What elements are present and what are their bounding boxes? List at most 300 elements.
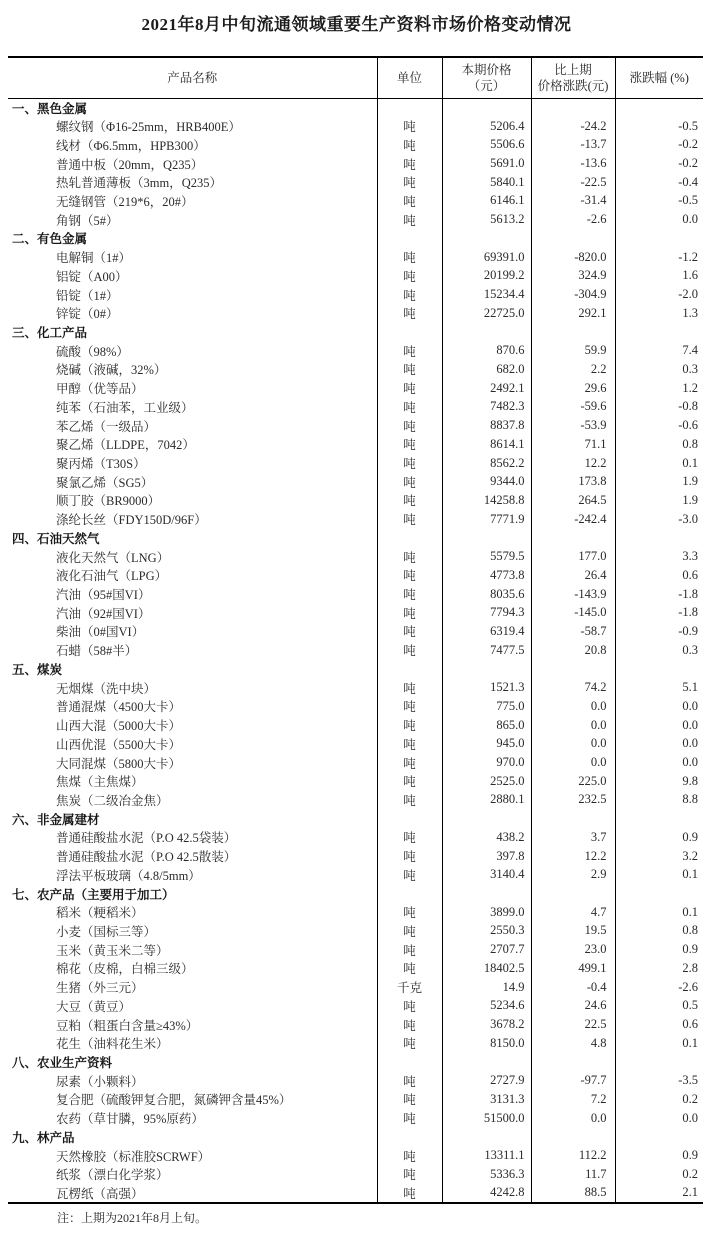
- table-row: [8, 1090, 703, 1109]
- pct-cell: 2.1: [615, 1184, 703, 1203]
- change-cell: -97.7: [531, 1071, 615, 1090]
- product-name-cell: 复合肥（硫酸钾复合肥，氮磷钾含量45%）: [56, 1093, 292, 1108]
- table-row: [8, 266, 703, 285]
- unit-cell: 吨: [377, 341, 442, 360]
- price-cell: 4242.8: [442, 1184, 531, 1203]
- table-row: [8, 285, 703, 304]
- unit-cell: 吨: [377, 753, 442, 772]
- product-name-cell: 铝锭（A00）: [56, 269, 128, 284]
- unit-cell: 吨: [377, 678, 442, 697]
- product-name-cell: 山西优混（5500大卡）: [56, 737, 182, 752]
- unit-cell: 吨: [377, 716, 442, 735]
- change-cell: 112.2: [531, 1146, 615, 1165]
- table-row: [8, 772, 703, 791]
- pct-cell: 0.1: [615, 454, 703, 473]
- price-cell: 3899.0: [442, 903, 531, 922]
- table-row: [8, 847, 703, 866]
- pct-cell: 0.8: [615, 435, 703, 454]
- price-cell: 2880.1: [442, 791, 531, 810]
- price-cell: 3131.3: [442, 1090, 531, 1109]
- table-row: [8, 622, 703, 641]
- price-cell: 865.0: [442, 716, 531, 735]
- unit-cell: 吨: [377, 865, 442, 884]
- unit-cell: 吨: [377, 135, 442, 154]
- price-cell: 3140.4: [442, 865, 531, 884]
- empty-cell: [531, 229, 615, 248]
- unit-cell: 吨: [377, 828, 442, 847]
- table-row: [8, 154, 703, 173]
- product-name-cell: 天然橡胶（标准胶SCRWF）: [56, 1149, 211, 1164]
- product-name-cell: 无缝钢管（219*6，20#）: [56, 194, 194, 209]
- empty-cell: [377, 323, 442, 342]
- pct-cell: 3.3: [615, 547, 703, 566]
- price-cell: 2525.0: [442, 772, 531, 791]
- empty-cell: [377, 229, 442, 248]
- empty-cell: [377, 529, 442, 548]
- pct-cell: 0.2: [615, 1165, 703, 1184]
- product-name-cell: 聚丙烯（T30S）: [56, 457, 146, 472]
- table-row: [8, 491, 703, 510]
- product-name-cell: 液化天然气（LNG）: [56, 550, 170, 565]
- product-name-cell: 纯苯（石油苯，工业级）: [56, 400, 194, 415]
- product-name-cell: 普通中板（20mm，Q235）: [56, 157, 204, 172]
- table-row: [8, 959, 703, 978]
- table-row: [8, 1146, 703, 1165]
- pct-cell: -1.2: [615, 248, 703, 267]
- change-cell: 173.8: [531, 472, 615, 491]
- unit-cell: 吨: [377, 454, 442, 473]
- change-cell: 12.2: [531, 454, 615, 473]
- pct-cell: 0.8: [615, 922, 703, 941]
- table-row: [8, 603, 703, 622]
- pct-cell: -0.9: [615, 622, 703, 641]
- empty-cell: [442, 229, 531, 248]
- change-cell: 2.2: [531, 360, 615, 379]
- section-row: [8, 1053, 703, 1072]
- change-cell: -13.6: [531, 154, 615, 173]
- product-name-cell: 聚乙烯（LLDPE，7042）: [56, 438, 195, 453]
- section-title: 九、林产品: [12, 1130, 75, 1145]
- table-row: [8, 1109, 703, 1128]
- price-cell: 22725.0: [442, 304, 531, 323]
- unit-cell: 吨: [377, 1109, 442, 1128]
- pct-cell: -0.8: [615, 398, 703, 417]
- change-cell: -59.6: [531, 398, 615, 417]
- pct-cell: -0.5: [615, 117, 703, 136]
- table-row: [8, 940, 703, 959]
- price-cell: 7477.5: [442, 641, 531, 660]
- unit-cell: 吨: [377, 697, 442, 716]
- change-cell: -145.0: [531, 603, 615, 622]
- price-cell: 14258.8: [442, 491, 531, 510]
- price-cell: 8837.8: [442, 416, 531, 435]
- unit-cell: 吨: [377, 734, 442, 753]
- header-unit: 单位: [377, 57, 442, 98]
- unit-cell: 千克: [377, 978, 442, 997]
- empty-cell: [615, 529, 703, 548]
- product-name-cell: 涤纶长丝（FDY150D/96F）: [56, 513, 207, 528]
- product-name-cell: 甲醇（优等品）: [56, 382, 144, 397]
- change-cell: -242.4: [531, 510, 615, 529]
- empty-cell: [442, 884, 531, 903]
- empty-cell: [442, 1053, 531, 1072]
- change-cell: 23.0: [531, 940, 615, 959]
- table-row: [8, 1015, 703, 1034]
- empty-cell: [377, 809, 442, 828]
- product-name-cell: 苯乙烯（一级品）: [56, 419, 157, 434]
- price-cell: 5506.6: [442, 135, 531, 154]
- header-price: [442, 57, 531, 98]
- price-cell: 9344.0: [442, 472, 531, 491]
- change-cell: 7.2: [531, 1090, 615, 1109]
- price-cell: 2550.3: [442, 922, 531, 941]
- change-cell: 499.1: [531, 959, 615, 978]
- change-cell: 24.6: [531, 997, 615, 1016]
- price-cell: 5691.0: [442, 154, 531, 173]
- section-row: [8, 660, 703, 679]
- price-cell: 6319.4: [442, 622, 531, 641]
- change-cell: -0.4: [531, 978, 615, 997]
- product-name-cell: 尿素（小颗料）: [56, 1074, 144, 1089]
- pct-cell: 0.0: [615, 697, 703, 716]
- change-cell: 0.0: [531, 753, 615, 772]
- change-cell: 59.9: [531, 341, 615, 360]
- price-cell: 438.2: [442, 828, 531, 847]
- change-cell: 12.2: [531, 847, 615, 866]
- product-name-cell: 豆粕（粗蛋白含量≥43%）: [56, 1018, 199, 1033]
- pct-cell: 0.9: [615, 1146, 703, 1165]
- price-cell: 4773.8: [442, 566, 531, 585]
- empty-cell: [615, 1128, 703, 1147]
- page-title: 2021年8月中旬流通领域重要生产资料市场价格变动情况: [141, 15, 572, 34]
- table-row: [8, 697, 703, 716]
- change-cell: -22.5: [531, 173, 615, 192]
- pct-cell: 1.9: [615, 472, 703, 491]
- product-name-cell: 角钢（5#）: [56, 213, 119, 228]
- unit-cell: 吨: [377, 791, 442, 810]
- empty-cell: [615, 229, 703, 248]
- section-row: [8, 323, 703, 342]
- table-row: [8, 173, 703, 192]
- empty-cell: [531, 1128, 615, 1147]
- product-name-cell: 小麦（国标三等）: [56, 924, 157, 939]
- empty-cell: [442, 660, 531, 679]
- header-price-line2: （元）: [467, 78, 506, 93]
- table-row: [8, 398, 703, 417]
- table-row: [8, 472, 703, 491]
- change-cell: 225.0: [531, 772, 615, 791]
- unit-cell: 吨: [377, 566, 442, 585]
- table-row: [8, 997, 703, 1016]
- empty-cell: [531, 660, 615, 679]
- product-name-cell: 生猪（外三元）: [56, 981, 144, 996]
- unit-cell: 吨: [377, 547, 442, 566]
- pct-cell: 0.0: [615, 753, 703, 772]
- pct-cell: 0.0: [615, 734, 703, 753]
- product-name-cell: 纸浆（漂白化学浆）: [56, 1168, 169, 1183]
- empty-cell: [615, 660, 703, 679]
- pct-cell: -0.6: [615, 416, 703, 435]
- product-name-cell: 山西大混（5000大卡）: [56, 719, 182, 734]
- price-cell: 2492.1: [442, 379, 531, 398]
- change-cell: 11.7: [531, 1165, 615, 1184]
- pct-cell: -2.0: [615, 285, 703, 304]
- section-title: 六、非金属建材: [12, 812, 100, 827]
- price-cell: 14.9: [442, 978, 531, 997]
- change-cell: -53.9: [531, 416, 615, 435]
- pct-cell: 0.3: [615, 641, 703, 660]
- unit-cell: 吨: [377, 641, 442, 660]
- table-row: [8, 547, 703, 566]
- pct-cell: 1.6: [615, 266, 703, 285]
- unit-cell: 吨: [377, 997, 442, 1016]
- table-row: [8, 566, 703, 585]
- product-name-cell: 汽油（92#国VI）: [56, 606, 151, 621]
- change-cell: 324.9: [531, 266, 615, 285]
- header-change-line1: 比上期: [554, 62, 592, 77]
- section-row: [8, 529, 703, 548]
- pct-cell: 5.1: [615, 678, 703, 697]
- unit-cell: 吨: [377, 847, 442, 866]
- table-row: [8, 716, 703, 735]
- table-row: [8, 192, 703, 211]
- pct-cell: 0.6: [615, 1015, 703, 1034]
- price-cell: 775.0: [442, 697, 531, 716]
- table-row: [8, 117, 703, 136]
- section-row: [8, 98, 703, 117]
- unit-cell: 吨: [377, 210, 442, 229]
- pct-cell: 2.8: [615, 959, 703, 978]
- table-row: [8, 416, 703, 435]
- price-cell: 13311.1: [442, 1146, 531, 1165]
- price-cell: 2707.7: [442, 940, 531, 959]
- table-row: [8, 135, 703, 154]
- pct-cell: 0.2: [615, 1090, 703, 1109]
- product-name-cell: 焦炭（二级冶金焦）: [56, 793, 169, 808]
- unit-cell: 吨: [377, 585, 442, 604]
- table-row: [8, 510, 703, 529]
- product-name-cell: 棉花（皮棉，白棉三级）: [56, 962, 194, 977]
- section-row: [8, 809, 703, 828]
- table-row: [8, 903, 703, 922]
- unit-cell: 吨: [377, 922, 442, 941]
- pct-cell: -0.2: [615, 154, 703, 173]
- section-title: 七、农产品（主要用于加工）: [12, 887, 175, 902]
- unit-cell: 吨: [377, 304, 442, 323]
- change-cell: 177.0: [531, 547, 615, 566]
- pct-cell: 0.0: [615, 716, 703, 735]
- header-price-line1: 本期价格: [461, 62, 512, 77]
- empty-cell: [377, 1128, 442, 1147]
- unit-cell: 吨: [377, 1165, 442, 1184]
- unit-cell: 吨: [377, 603, 442, 622]
- unit-cell: 吨: [377, 398, 442, 417]
- product-name-cell: 农药（草甘膦，95%原药）: [56, 1112, 204, 1127]
- pct-cell: 8.8: [615, 791, 703, 810]
- table-row: [8, 304, 703, 323]
- section-title: 一、黑色金属: [12, 101, 88, 116]
- table-row: [8, 1184, 703, 1203]
- unit-cell: 吨: [377, 622, 442, 641]
- table-row: [8, 791, 703, 810]
- change-cell: 19.5: [531, 922, 615, 941]
- section-title: 五、煤炭: [12, 662, 63, 677]
- pct-cell: 0.1: [615, 903, 703, 922]
- empty-cell: [615, 884, 703, 903]
- unit-cell: 吨: [377, 117, 442, 136]
- table-row: [8, 360, 703, 379]
- table-row: [8, 678, 703, 697]
- pct-cell: 9.8: [615, 772, 703, 791]
- change-cell: 71.1: [531, 435, 615, 454]
- table-row: [8, 734, 703, 753]
- change-cell: 4.7: [531, 903, 615, 922]
- change-cell: 0.0: [531, 734, 615, 753]
- change-cell: -13.7: [531, 135, 615, 154]
- product-name-cell: 硫酸（98%）: [56, 344, 129, 359]
- change-cell: 4.8: [531, 1034, 615, 1053]
- empty-cell: [377, 660, 442, 679]
- empty-cell: [615, 323, 703, 342]
- unit-cell: 吨: [377, 472, 442, 491]
- price-cell: 870.6: [442, 341, 531, 360]
- change-cell: -31.4: [531, 192, 615, 211]
- change-cell: -820.0: [531, 248, 615, 267]
- pct-cell: 0.5: [615, 997, 703, 1016]
- table-row: [8, 1034, 703, 1053]
- change-cell: -58.7: [531, 622, 615, 641]
- price-table: [8, 56, 703, 1204]
- unit-cell: 吨: [377, 1015, 442, 1034]
- empty-cell: [442, 809, 531, 828]
- table-row: [8, 454, 703, 473]
- price-cell: 970.0: [442, 753, 531, 772]
- unit-cell: 吨: [377, 266, 442, 285]
- empty-cell: [377, 98, 442, 117]
- pct-cell: 0.9: [615, 828, 703, 847]
- product-name-cell: 聚氯乙烯（SG5）: [56, 475, 154, 490]
- product-name-cell: 电解铜（1#）: [56, 251, 132, 266]
- empty-cell: [615, 1053, 703, 1072]
- table-header: [8, 57, 703, 98]
- change-cell: 22.5: [531, 1015, 615, 1034]
- unit-cell: 吨: [377, 1184, 442, 1203]
- unit-cell: 吨: [377, 772, 442, 791]
- price-cell: 397.8: [442, 847, 531, 866]
- empty-cell: [531, 884, 615, 903]
- section-title: 三、化工产品: [12, 325, 88, 340]
- header-product: 产品名称: [8, 57, 377, 98]
- table-row: [8, 828, 703, 847]
- table-row: [8, 641, 703, 660]
- product-name-cell: 热轧普通薄板（3mm，Q235）: [56, 176, 222, 191]
- empty-cell: [531, 809, 615, 828]
- pct-cell: 0.0: [615, 1109, 703, 1128]
- unit-cell: 吨: [377, 510, 442, 529]
- change-cell: -143.9: [531, 585, 615, 604]
- product-name-cell: 液化石油气（LPG）: [56, 569, 168, 584]
- section-row: [8, 1128, 703, 1147]
- unit-cell: 吨: [377, 285, 442, 304]
- change-cell: -304.9: [531, 285, 615, 304]
- price-cell: 15234.4: [442, 285, 531, 304]
- header-pct: 涨跌幅 (%): [615, 57, 703, 98]
- unit-cell: 吨: [377, 1034, 442, 1053]
- table-row: [8, 865, 703, 884]
- product-name-cell: 焦煤（主焦煤）: [56, 775, 144, 790]
- change-cell: 0.0: [531, 716, 615, 735]
- pct-cell: 0.0: [615, 210, 703, 229]
- price-cell: 682.0: [442, 360, 531, 379]
- change-cell: 292.1: [531, 304, 615, 323]
- table-row: [8, 1165, 703, 1184]
- unit-cell: 吨: [377, 491, 442, 510]
- pct-cell: -1.8: [615, 603, 703, 622]
- price-cell: 5206.4: [442, 117, 531, 136]
- section-title: 二、有色金属: [12, 232, 88, 247]
- price-cell: 7482.3: [442, 398, 531, 417]
- pct-cell: 1.2: [615, 379, 703, 398]
- unit-cell: 吨: [377, 360, 442, 379]
- price-cell: 5840.1: [442, 173, 531, 192]
- table-row: [8, 1071, 703, 1090]
- pct-cell: -1.8: [615, 585, 703, 604]
- pct-cell: 0.6: [615, 566, 703, 585]
- product-name-cell: 石蜡（58#半）: [56, 644, 138, 659]
- section-title: 八、农业生产资料: [12, 1056, 113, 1071]
- product-name-cell: 螺纹钢（Φ16-25mm，HRB400E）: [56, 120, 241, 135]
- price-cell: 5613.2: [442, 210, 531, 229]
- unit-cell: 吨: [377, 192, 442, 211]
- section-title: 四、石油天然气: [12, 531, 100, 546]
- price-cell: 7794.3: [442, 603, 531, 622]
- pct-cell: 1.3: [615, 304, 703, 323]
- empty-cell: [442, 529, 531, 548]
- unit-cell: 吨: [377, 1071, 442, 1090]
- product-name-cell: 无烟煤（洗中块）: [56, 681, 157, 696]
- product-name-cell: 普通硅酸盐水泥（P.O 42.5散装）: [56, 850, 237, 865]
- empty-cell: [531, 1053, 615, 1072]
- table-row: [8, 435, 703, 454]
- table-row: [8, 379, 703, 398]
- pct-cell: 0.1: [615, 865, 703, 884]
- unit-cell: 吨: [377, 903, 442, 922]
- table-row: [8, 585, 703, 604]
- pct-cell: -2.6: [615, 978, 703, 997]
- product-name-cell: 汽油（95#国VI）: [56, 588, 151, 603]
- product-name-cell: 大豆（黄豆）: [56, 999, 132, 1014]
- change-cell: 0.0: [531, 697, 615, 716]
- price-cell: 5234.6: [442, 997, 531, 1016]
- unit-cell: 吨: [377, 959, 442, 978]
- product-name-cell: 顺丁胶（BR9000）: [56, 494, 161, 509]
- pct-cell: -0.5: [615, 192, 703, 211]
- change-cell: 88.5: [531, 1184, 615, 1203]
- change-cell: 3.7: [531, 828, 615, 847]
- empty-cell: [442, 1128, 531, 1147]
- unit-cell: 吨: [377, 379, 442, 398]
- product-name-cell: 大同混煤（5800大卡）: [56, 756, 182, 771]
- price-cell: 6146.1: [442, 192, 531, 211]
- unit-cell: 吨: [377, 154, 442, 173]
- price-cell: 1521.3: [442, 678, 531, 697]
- empty-cell: [615, 98, 703, 117]
- product-name-cell: 烧碱（液碱，32%）: [56, 363, 167, 378]
- section-row: [8, 229, 703, 248]
- change-cell: 232.5: [531, 791, 615, 810]
- unit-cell: 吨: [377, 248, 442, 267]
- price-cell: 8614.1: [442, 435, 531, 454]
